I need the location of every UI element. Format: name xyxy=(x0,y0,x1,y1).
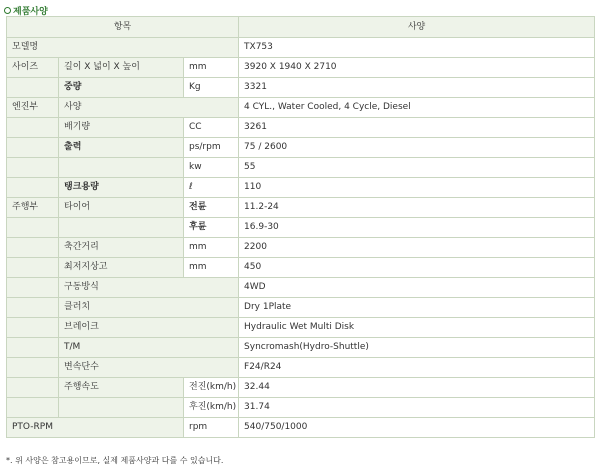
group-label-empty xyxy=(7,218,59,238)
row-unit: mm xyxy=(184,258,239,278)
row-value: 3261 xyxy=(239,118,595,138)
row-value: 16.9-30 xyxy=(239,218,595,238)
group-label-empty xyxy=(7,238,59,258)
table-row xyxy=(7,338,595,358)
row-value: 450 xyxy=(239,258,595,278)
row-value: 3321 xyxy=(239,78,595,98)
row-value: 55 xyxy=(239,158,595,178)
row-value: Syncromash(Hydro-Shuttle) xyxy=(239,338,595,358)
row-unit: 후진(km/h) xyxy=(184,398,239,418)
row-sub-label: 브레이크 xyxy=(59,318,239,338)
row-value: Hydraulic Wet Multi Disk xyxy=(239,318,595,338)
row-sub-label: 타이어 xyxy=(59,198,184,218)
row-unit: 전륜 xyxy=(184,198,239,218)
row-sub-label: 주행속도 xyxy=(59,378,184,398)
group-label-empty xyxy=(7,378,59,398)
table-row xyxy=(7,38,595,58)
row-sub-label: 최저지상고 xyxy=(59,258,184,278)
row-sub-label-empty xyxy=(59,158,184,178)
row-sub-label: 탱크용량 xyxy=(59,178,184,198)
group-label-empty xyxy=(7,358,59,378)
table-header-row xyxy=(7,17,595,38)
row-unit: kw xyxy=(184,158,239,178)
group-label-empty xyxy=(7,298,59,318)
table-row xyxy=(7,418,595,438)
table-row xyxy=(7,198,595,218)
row-value: 4WD xyxy=(239,278,595,298)
group-label-empty xyxy=(7,158,59,178)
row-value: 32.44 xyxy=(239,378,595,398)
row-unit: mm xyxy=(184,238,239,258)
row-value: 3920 X 1940 X 2710 xyxy=(239,58,595,78)
group-label-empty xyxy=(7,258,59,278)
table-row xyxy=(7,358,595,378)
row-label: 모델명 xyxy=(7,38,239,58)
table-row xyxy=(7,278,595,298)
group-label: 사이즈 xyxy=(7,58,59,78)
row-value: 4 CYL., Water Cooled, 4 Cycle, Diesel xyxy=(239,98,595,118)
row-unit: rpm xyxy=(184,418,239,438)
group-label-empty xyxy=(7,178,59,198)
group-label-empty xyxy=(7,278,59,298)
group-label: 엔진부 xyxy=(7,98,59,118)
group-label-empty xyxy=(7,318,59,338)
header-spec: 사양 xyxy=(239,17,595,38)
group-label-empty xyxy=(7,338,59,358)
row-sub-label: 배기량 xyxy=(59,118,184,138)
table-row xyxy=(7,118,595,138)
row-sub-label: 중량 xyxy=(59,78,184,98)
row-value: 11.2-24 xyxy=(239,198,595,218)
row-sub-label-empty xyxy=(59,398,184,418)
group-label-empty xyxy=(7,138,59,158)
row-label: PTO-RPM xyxy=(7,418,184,438)
row-sub-label-empty xyxy=(59,218,184,238)
bullet-icon xyxy=(4,7,11,14)
row-sub-label: 길이 X 넓이 X 높이 xyxy=(59,58,184,78)
table-row xyxy=(7,258,595,278)
row-unit: 전진(km/h) xyxy=(184,378,239,398)
table-row xyxy=(7,298,595,318)
row-value: 540/750/1000 xyxy=(239,418,595,438)
group-label: 주행부 xyxy=(7,198,59,218)
row-unit: mm xyxy=(184,58,239,78)
row-unit: Kg xyxy=(184,78,239,98)
row-value: 110 xyxy=(239,178,595,198)
row-sub-label: 변속단수 xyxy=(59,358,239,378)
table-row xyxy=(7,158,595,178)
row-value: 2200 xyxy=(239,238,595,258)
row-value: 75 / 2600 xyxy=(239,138,595,158)
row-value: TX753 xyxy=(239,38,595,58)
table-row xyxy=(7,78,595,98)
row-sub-label: 클러치 xyxy=(59,298,239,318)
table-row xyxy=(7,138,595,158)
group-label-empty xyxy=(7,118,59,138)
table-row xyxy=(7,98,595,118)
group-label-empty xyxy=(7,78,59,98)
row-unit: ℓ xyxy=(184,178,239,198)
table-row xyxy=(7,318,595,338)
footnote: *. 위 사양은 참고용이므로, 실제 제품사양과 다를 수 있습니다. xyxy=(6,456,224,465)
row-unit: ps/rpm xyxy=(184,138,239,158)
row-sub-label: 사양 xyxy=(59,98,239,118)
table-row xyxy=(7,178,595,198)
spec-table xyxy=(6,16,595,438)
table-row xyxy=(7,58,595,78)
table-row xyxy=(7,378,595,398)
table-row xyxy=(7,218,595,238)
table-row xyxy=(7,398,595,418)
header-item: 항목 xyxy=(7,17,239,38)
section-title-text: 제품사양 xyxy=(13,7,48,17)
group-label-empty xyxy=(7,398,59,418)
row-value: Dry 1Plate xyxy=(239,298,595,318)
row-value: F24/R24 xyxy=(239,358,595,378)
row-sub-label: 구동방식 xyxy=(59,278,239,298)
row-unit: 후륜 xyxy=(184,218,239,238)
row-value: 31.74 xyxy=(239,398,595,418)
row-sub-label: 출력 xyxy=(59,138,184,158)
row-sub-label: T/M xyxy=(59,338,239,358)
row-unit: CC xyxy=(184,118,239,138)
table-row xyxy=(7,238,595,258)
row-sub-label: 축간거리 xyxy=(59,238,184,258)
